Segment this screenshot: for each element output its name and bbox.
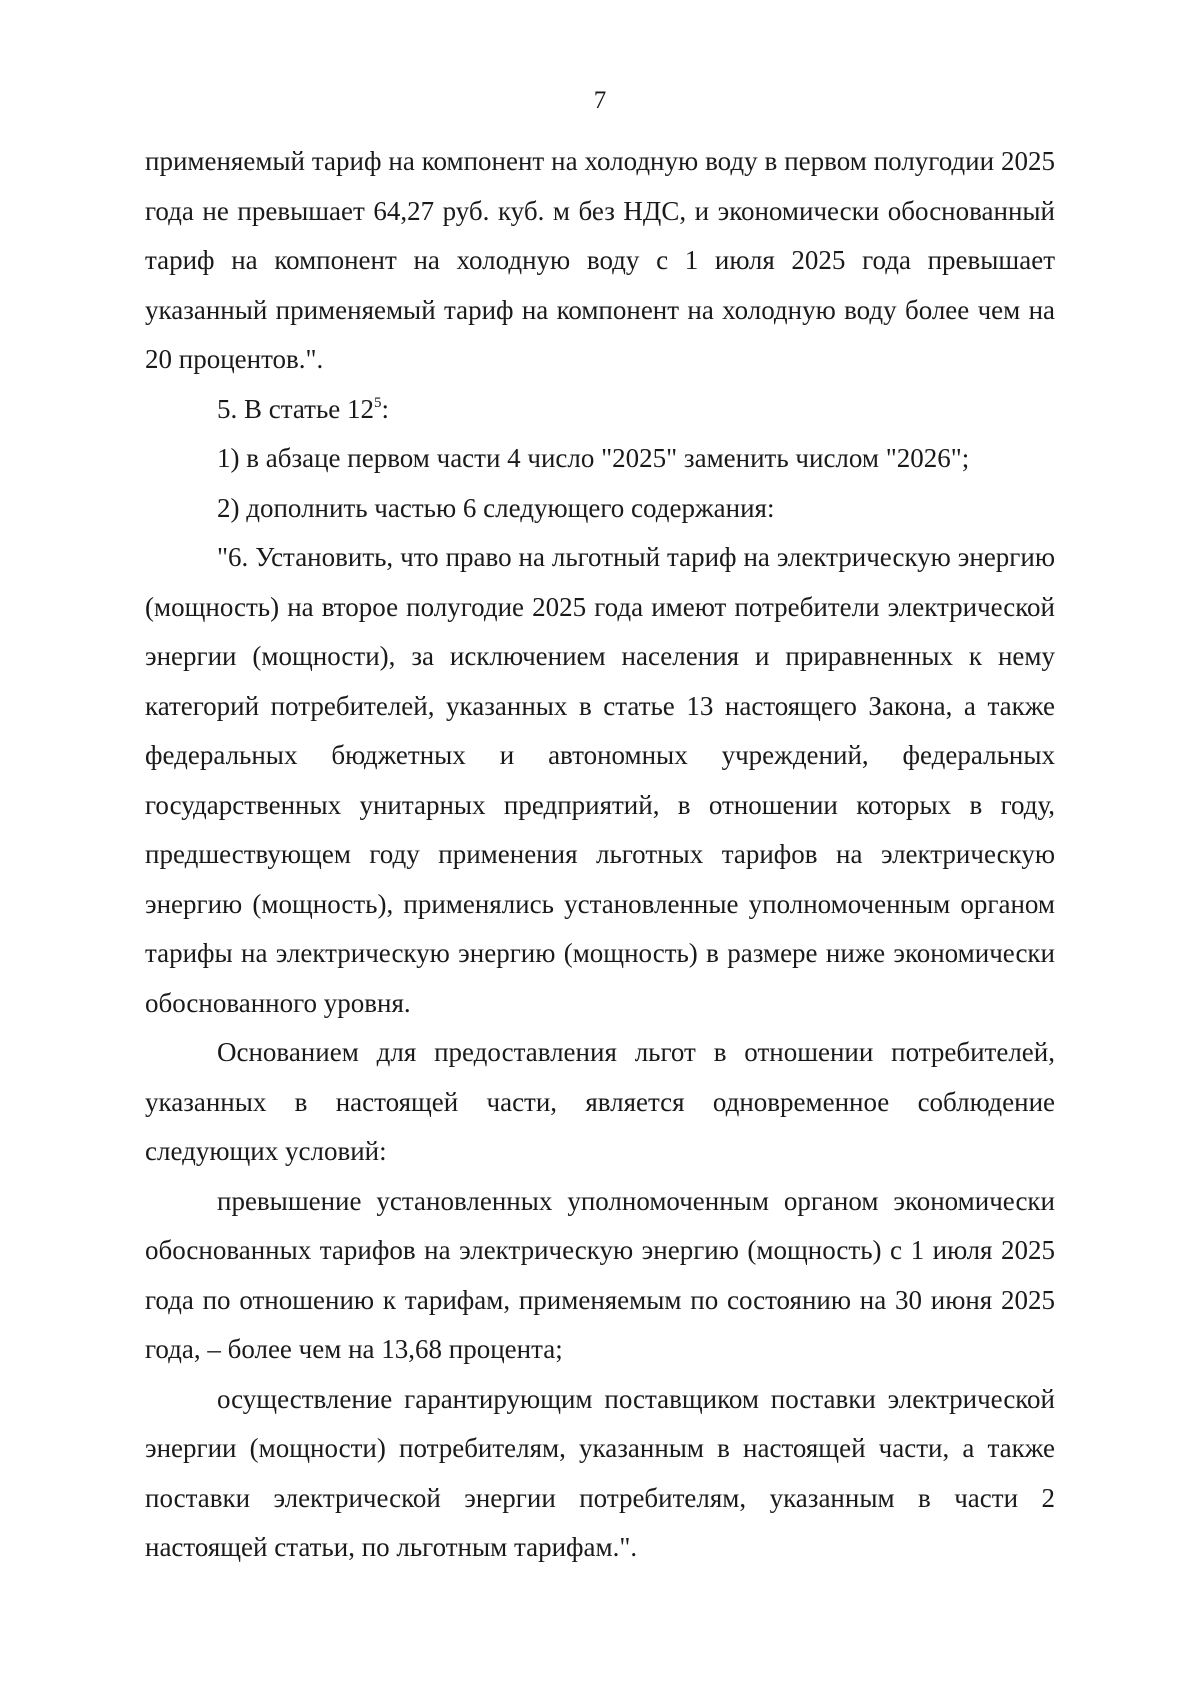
page-number: 7 (593, 87, 607, 114)
document-body (145, 137, 1055, 1573)
paragraph-item-2: 2) дополнить частью 6 следующего содержания: (217, 492, 775, 523)
paragraph-article-heading (145, 385, 1055, 435)
article-heading-text: 5. В статье 12 (217, 393, 375, 424)
paragraph-condition-2: осуществление гарантирующим поставщиком поставки электрической энергии (мощности) потребителям, указанным в настоящей части, а также поставки электрической энергии потребителям, указанным в части 2 настоящей статьи, по льготным тарифам.". (145, 1383, 1055, 1562)
paragraph-basis: Основанием для предоставления льгот в отношении потребителей, указанных в настоящей части, является одновременное соблюдение следующих условий: (145, 1037, 1055, 1166)
article-superscript: 5 (374, 394, 382, 411)
paragraph-part-6: "6. Установить, что право на льготный тариф на электрическую энергию (мощность) на второе полугодие 2025 года имеют потребители электрической энергии (мощности), за исключением населения и приравненных к нему категорий потребителей, указанных в статье 13 настоящего Закона, а также федеральных бюджетных и автономных учреждений, федеральных государственных унитарных предприятий, в отношении которых в году, предшествующем году применения льготных тарифов на электрическую энергию (мощность), применялись установленные уполномоченным органом тарифы на электрическую энергию (мощность) в размере ниже экономически обоснованного уровня. (145, 542, 1055, 1018)
article-heading-colon: : (381, 393, 390, 424)
paragraph-item-1: 1) в абзаце первом части 4 число "2025" заменить числом "2026"; (217, 443, 970, 473)
paragraph-condition-1: превышение установленных уполномоченным органом экономически обоснованных тарифов на электрическую энергию (мощность) с 1 июля 2025 года по отношению к тарифам, применяемым по состоянию на 30 июня 2025 года, – более чем на 13,68 процента; (145, 1185, 1055, 1364)
paragraph-continuation: применяемый тариф на компонент на холодную воду в первом полугодии 2025 года не превышает 64,27 руб. куб. м без НДС, и экономически обоснованный тариф на компонент на холодную воду с 1 июля 2025 года превышает указанный применяемый тариф на компонент на холодную воду более чем на 20 процентов.". (145, 146, 1055, 374)
